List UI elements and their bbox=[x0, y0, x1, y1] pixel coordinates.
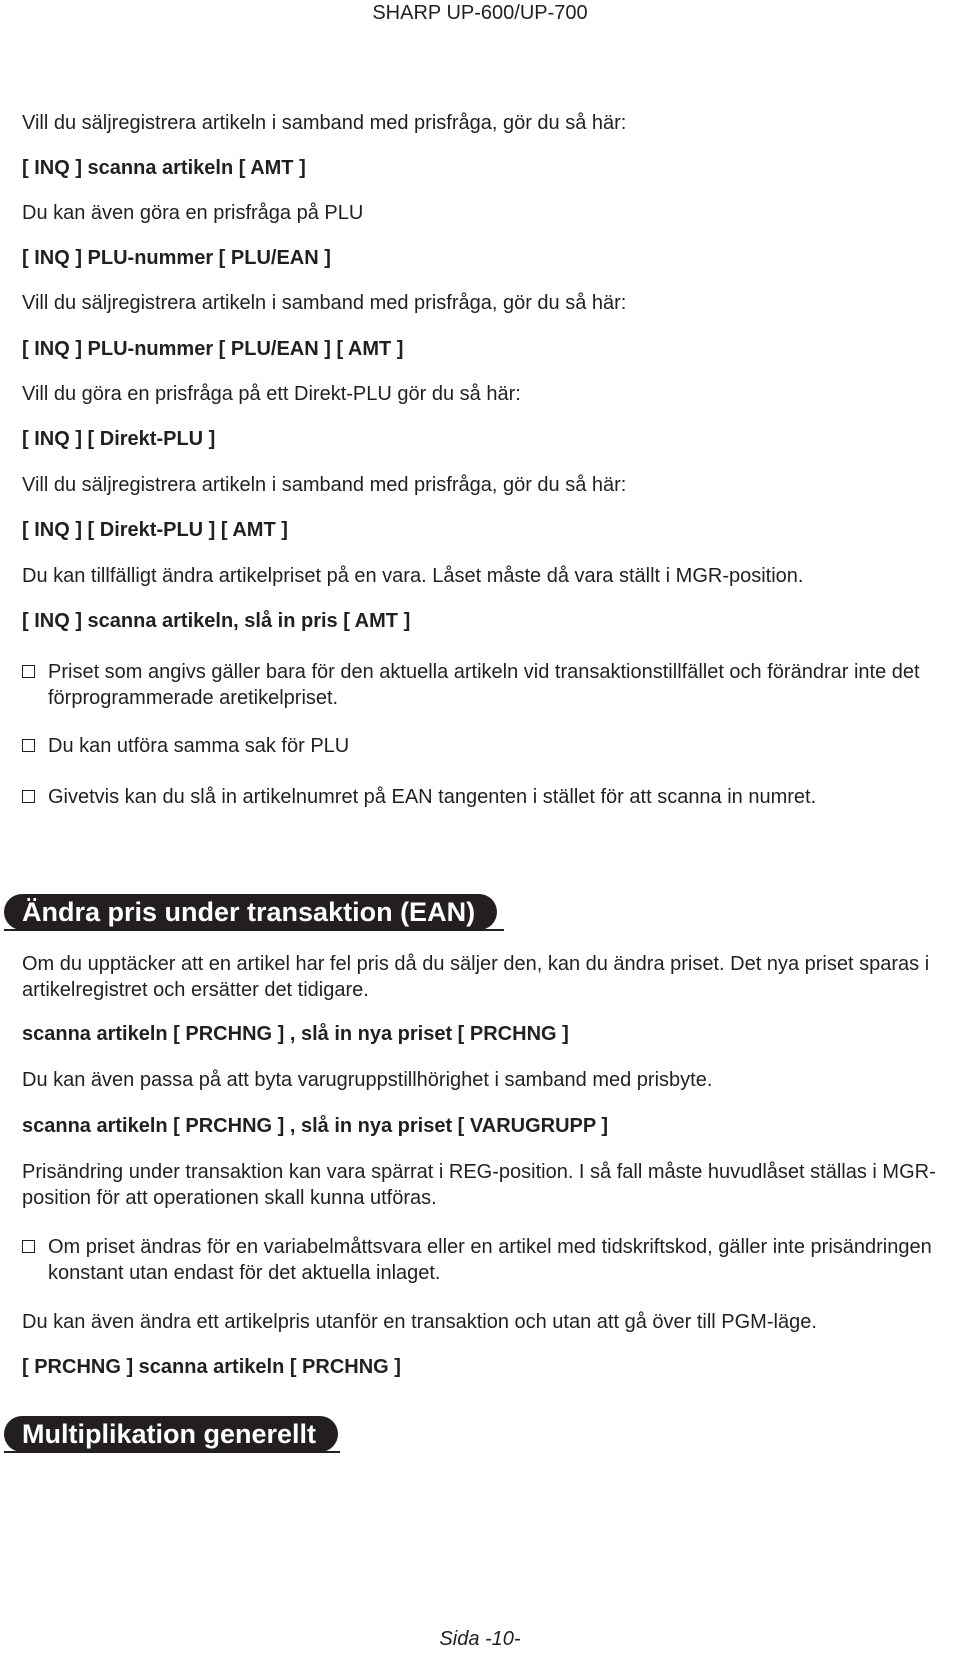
checkbox-square-icon bbox=[22, 790, 35, 803]
key-sequence: [ INQ ] PLU-nummer [ PLU/EAN ] bbox=[22, 247, 331, 269]
note-item bbox=[22, 784, 948, 810]
note-text: Givetvis kan du slå in artikelnumret på EAN tangenten i stället för att scanna in numret. bbox=[48, 786, 817, 808]
instruction-text: Vill du göra en prisfråga på ett Direkt-PLU gör du så här: bbox=[22, 383, 521, 405]
key-sequence: [ INQ ] PLU-nummer [ PLU/EAN ] [ AMT ] bbox=[22, 338, 404, 360]
instruction-text: Vill du säljregistrera artikeln i samband med prisfråga, gör du så här: bbox=[22, 292, 627, 314]
checkbox-square-icon bbox=[22, 1240, 35, 1253]
key-sequence: scanna artikeln [ PRCHNG ] , slå in nya priset [ PRCHNG ] bbox=[22, 1023, 569, 1045]
checkbox-square-icon bbox=[22, 739, 35, 752]
instruction-text: Du kan även göra en prisfråga på PLU bbox=[22, 202, 364, 224]
note-text: Priset som angivs gäller bara för den aktuella artikeln vid transaktionstillfället och förändrar inte det förprogrammerade aretikelpriset. bbox=[48, 661, 920, 709]
note-item bbox=[22, 733, 948, 759]
section-heading: Multiplikation generellt bbox=[4, 1416, 338, 1452]
paragraph: Om du upptäcker att en artikel har fel pris då du säljer den, kan du ändra priset. Det nya priset sparas i artikelregistret och ersätter det tidigare. bbox=[22, 953, 930, 1001]
paragraph: Prisändring under transaktion kan vara spärrat i REG-position. I så fall måste huvudlåset ställas i MGR-position för att operationen skall kunna utföras. bbox=[22, 1161, 936, 1209]
section-heading: Ändra pris under transaktion (EAN) bbox=[4, 894, 497, 930]
key-sequence: [ PRCHNG ] scanna artikeln [ PRCHNG ] bbox=[22, 1356, 401, 1378]
instruction-text: Vill du säljregistrera artikeln i samband med prisfråga, gör du så här: bbox=[22, 474, 627, 496]
note-text: Du kan utföra samma sak för PLU bbox=[48, 735, 350, 757]
note-item bbox=[22, 1234, 948, 1286]
key-sequence: [ INQ ] scanna artikeln [ AMT ] bbox=[22, 157, 306, 179]
checkbox-square-icon bbox=[22, 665, 35, 678]
key-sequence: [ INQ ] scanna artikeln, slå in pris [ AMT ] bbox=[22, 610, 411, 632]
instruction-text: Vill du säljregistrera artikeln i samband med prisfråga, gör du så här: bbox=[22, 112, 627, 134]
note-item bbox=[22, 659, 948, 711]
key-sequence: [ INQ ] [ Direkt-PLU ] [ AMT ] bbox=[22, 519, 288, 541]
instruction-text: Du kan tillfälligt ändra artikelpriset på en vara. Låset måste då vara ställt i MGR-position. bbox=[22, 565, 804, 587]
paragraph: Du kan även passa på att byta varugruppstillhörighet i samband med prisbyte. bbox=[22, 1069, 713, 1091]
page-number: Sida -10- bbox=[439, 1628, 521, 1650]
key-sequence: scanna artikeln [ PRCHNG ] , slå in nya priset [ VARUGRUPP ] bbox=[22, 1115, 609, 1137]
paragraph: Du kan även ändra ett artikelpris utanför en transaktion och utan att gå över till PGM-läge. bbox=[22, 1311, 817, 1333]
key-sequence: [ INQ ] [ Direkt-PLU ] bbox=[22, 428, 216, 450]
note-text: Om priset ändras för en variabelmåttsvara eller en artikel med tidskriftskod, gäller inte prisändringen konstant utan endast för det aktuella inlaget. bbox=[48, 1236, 932, 1284]
page-header: SHARP UP-600/UP-700 bbox=[372, 2, 588, 24]
